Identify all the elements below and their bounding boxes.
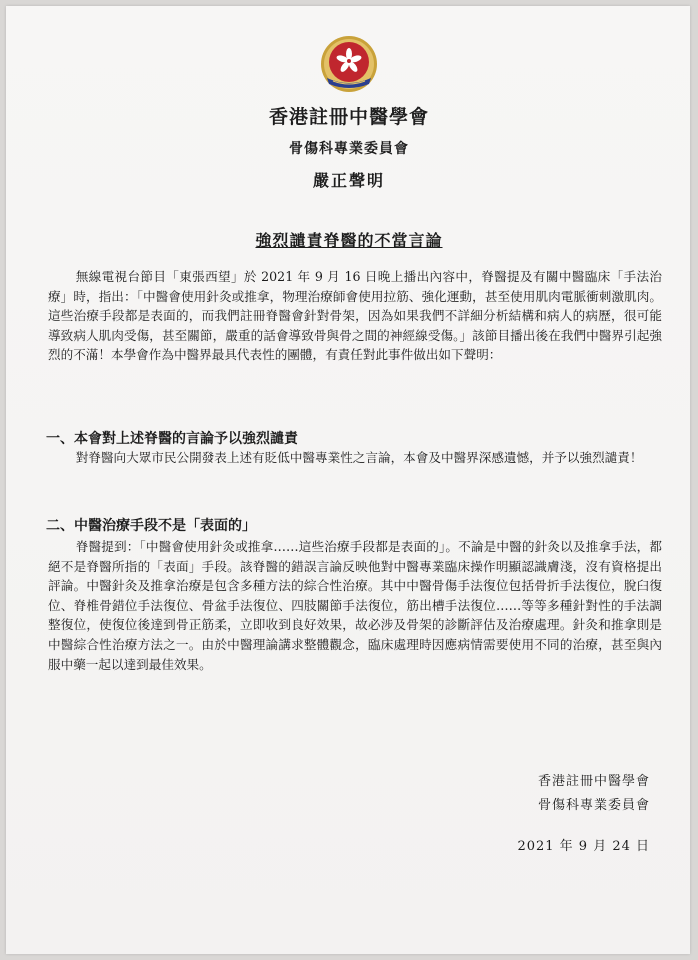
statement-headline: 強烈譴責脊醫的不當言論: [255, 231, 443, 250]
organization-title: 香港註冊中醫學會: [268, 106, 429, 128]
section-heading-2: 二、中醫治療手段不是「表面的」: [46, 518, 256, 534]
section-body-2: 脊醫提到：「中醫會使用針灸或推拿……這些治療手段都是表面的」。不論是中醫的針灸以及推拿手法，都絕不是脊醫所指的「表面」手段。該脊醫的錯誤言論反映他對中醫專業臨床操作明顯認識膚淺，沒有資格提出評論。中醫針灸及推拿治療是包含多種方法的綜合性治療。其中中醫骨傷手法復位包括骨折手法復位，脫臼復位、脊椎骨錯位手法復位、骨盆手法復位、四肢關節手法復位，筋出槽手法復位……等等多種針對性的手法調整復位，使復位後達到骨正筋柔，立即收到良好效果，故必涉及骨架的診斷評估及治療處理。針灸和推拿則是中醫綜合性治療方法之一。由於中醫理論講求整體觀念，臨床處理時因應病情需要使用不同的治療，甚至與內服中藥一起以達到最佳效果。: [48, 539, 662, 672]
statement-type: 嚴正聲明: [312, 171, 385, 190]
section-body-1: 對脊醫向大眾市民公開發表上述有貶低中醫專業性之言論，本會及中醫界深感遺憾，并予以強烈譴責！: [75, 450, 643, 465]
association-emblem-icon: [319, 34, 379, 94]
intro-paragraph: 無線電視台節目「東張西望」於 2021 年 9 月 16 日晚上播出內容中，脊醫提及有關中醫臨床「手法治療」時，指出：「中醫會使用針灸或推拿，物理治療師會使用拉筋、強化運動，甚至使用肌肉電脈衝刺激肌肉。這些治療手段都是表面的，而我們註冊脊醫會針對骨架，因為如果我們不詳細分析結構和病人的病歷，很可能導致病人肌肉受傷，甚至關節，嚴重的話會導致骨與骨之間的神經線受傷。」該節目播出後在我們中醫界引起強烈的不滿！本學會作為中醫界最具代表性的團體，有責任對此事件做出如下聲明：: [48, 269, 662, 363]
section-heading-1: 一、本會對上述脊醫的言論予以強烈譴責: [46, 431, 298, 447]
signature-committee: 骨傷科專業委員會: [537, 798, 650, 813]
committee-name: 骨傷科專業委員會: [289, 141, 409, 157]
signature-date: 2021 年 9 月 24 日: [517, 839, 650, 854]
signature-organization: 香港註冊中醫學會: [537, 774, 650, 789]
